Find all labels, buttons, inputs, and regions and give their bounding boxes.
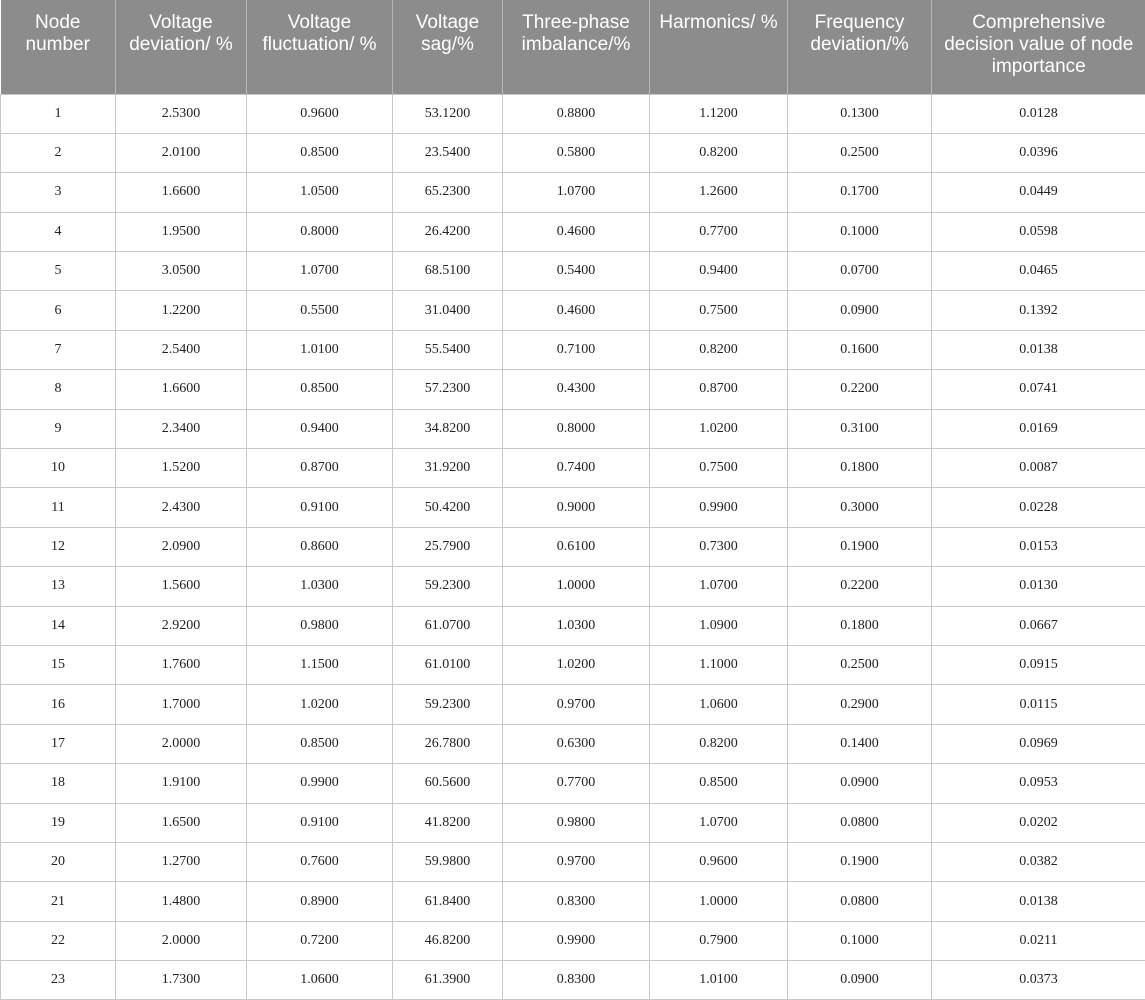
column-header: Voltage sag/% xyxy=(393,0,503,94)
table-cell: 0.0202 xyxy=(932,803,1145,842)
table-cell: 1.6600 xyxy=(116,173,247,212)
table-cell: 1.0000 xyxy=(503,567,650,606)
column-header: Voltage fluctuation/ % xyxy=(247,0,393,94)
table-cell: 0.9700 xyxy=(503,842,650,881)
table-cell: 11 xyxy=(1,488,116,527)
table-cell: 2.9200 xyxy=(116,606,247,645)
table-cell: 22 xyxy=(1,921,116,960)
table-cell: 7 xyxy=(1,330,116,369)
table-cell: 0.8500 xyxy=(247,133,393,172)
table-cell: 1.0600 xyxy=(650,685,788,724)
table-row xyxy=(1,724,1145,763)
table-row xyxy=(1,488,1145,527)
table-row xyxy=(1,764,1145,803)
table-cell: 2.0100 xyxy=(116,133,247,172)
table-cell: 0.0800 xyxy=(788,882,932,921)
table-cell: 0.0138 xyxy=(932,882,1145,921)
table-cell: 0.2500 xyxy=(788,133,932,172)
table-row xyxy=(1,370,1145,409)
table-cell: 61.3900 xyxy=(393,961,503,1000)
table-cell: 0.0465 xyxy=(932,252,1145,291)
table-cell: 0.0800 xyxy=(788,803,932,842)
table-cell: 0.5500 xyxy=(247,291,393,330)
table-row xyxy=(1,567,1145,606)
table-cell: 0.6100 xyxy=(503,527,650,566)
table-cell: 23.5400 xyxy=(393,133,503,172)
table-cell: 0.0130 xyxy=(932,567,1145,606)
table-cell: 2.0000 xyxy=(116,724,247,763)
table-cell: 0.0598 xyxy=(932,212,1145,251)
table-row xyxy=(1,645,1145,684)
column-header: Comprehensive decision value of node importance xyxy=(932,0,1145,94)
table-cell: 0.9100 xyxy=(247,803,393,842)
table-cell: 1.0100 xyxy=(650,961,788,1000)
table-cell: 0.8200 xyxy=(650,724,788,763)
table-cell: 1.4800 xyxy=(116,882,247,921)
table-cell: 1.7000 xyxy=(116,685,247,724)
table-cell: 0.0915 xyxy=(932,645,1145,684)
table-cell: 0.8700 xyxy=(650,370,788,409)
table-cell: 1.2600 xyxy=(650,173,788,212)
table-cell: 0.8200 xyxy=(650,133,788,172)
table-cell: 1.0200 xyxy=(503,645,650,684)
table-cell: 0.5400 xyxy=(503,252,650,291)
table-cell: 23 xyxy=(1,961,116,1000)
table-cell: 0.0087 xyxy=(932,449,1145,488)
table-cell: 0.0969 xyxy=(932,724,1145,763)
table-cell: 2.5400 xyxy=(116,330,247,369)
table-cell: 1.9100 xyxy=(116,764,247,803)
table-cell: 19 xyxy=(1,803,116,842)
table-cell: 1.0100 xyxy=(247,330,393,369)
table-cell: 0.9800 xyxy=(247,606,393,645)
table-cell: 20 xyxy=(1,842,116,881)
table-cell: 0.8200 xyxy=(650,330,788,369)
table-cell: 2.0000 xyxy=(116,921,247,960)
table-cell: 0.9600 xyxy=(650,842,788,881)
table-cell: 4 xyxy=(1,212,116,251)
table-cell: 59.2300 xyxy=(393,685,503,724)
table-cell: 1.6600 xyxy=(116,370,247,409)
table-cell: 0.0741 xyxy=(932,370,1145,409)
table-cell: 0.0900 xyxy=(788,961,932,1000)
column-header: Harmonics/ % xyxy=(650,0,788,94)
column-header: Three-phase imbalance/% xyxy=(503,0,650,94)
table-row xyxy=(1,212,1145,251)
table-cell: 0.9400 xyxy=(650,252,788,291)
table-cell: 0.8600 xyxy=(247,527,393,566)
table-cell: 1.1000 xyxy=(650,645,788,684)
table-cell: 0.2200 xyxy=(788,370,932,409)
table-cell: 0.1300 xyxy=(788,94,932,133)
table-cell: 34.8200 xyxy=(393,409,503,448)
table-cell: 0.7200 xyxy=(247,921,393,960)
table-cell: 0.2200 xyxy=(788,567,932,606)
table-cell: 61.0100 xyxy=(393,645,503,684)
table-cell: 60.5600 xyxy=(393,764,503,803)
table-cell: 10 xyxy=(1,449,116,488)
table-cell: 0.8000 xyxy=(503,409,650,448)
table-cell: 0.0128 xyxy=(932,94,1145,133)
table-row xyxy=(1,330,1145,369)
table-cell: 1.0700 xyxy=(247,252,393,291)
table-cell: 0.8300 xyxy=(503,961,650,1000)
table-cell: 12 xyxy=(1,527,116,566)
table-cell: 17 xyxy=(1,724,116,763)
table-cell: 0.1800 xyxy=(788,606,932,645)
table-cell: 0.0228 xyxy=(932,488,1145,527)
table-cell: 68.5100 xyxy=(393,252,503,291)
table-cell: 1.2700 xyxy=(116,842,247,881)
table-cell: 61.8400 xyxy=(393,882,503,921)
table-cell: 1.0600 xyxy=(247,961,393,1000)
table-cell: 15 xyxy=(1,645,116,684)
table-row xyxy=(1,291,1145,330)
table-cell: 2.4300 xyxy=(116,488,247,527)
table-cell: 59.2300 xyxy=(393,567,503,606)
table-cell: 0.2500 xyxy=(788,645,932,684)
table-cell: 14 xyxy=(1,606,116,645)
table-row xyxy=(1,842,1145,881)
table-cell: 1.1500 xyxy=(247,645,393,684)
table-cell: 0.7900 xyxy=(650,921,788,960)
table-row xyxy=(1,409,1145,448)
table-cell: 0.2900 xyxy=(788,685,932,724)
table-body xyxy=(1,94,1145,1000)
table-cell: 0.0373 xyxy=(932,961,1145,1000)
table-cell: 1.0700 xyxy=(650,567,788,606)
table-cell: 0.9600 xyxy=(247,94,393,133)
table-cell: 0.3000 xyxy=(788,488,932,527)
table-cell: 0.8000 xyxy=(247,212,393,251)
table-cell: 1.0500 xyxy=(247,173,393,212)
table-cell: 0.0138 xyxy=(932,330,1145,369)
table-cell: 0.0115 xyxy=(932,685,1145,724)
table-cell: 1.9500 xyxy=(116,212,247,251)
table-cell: 41.8200 xyxy=(393,803,503,842)
table-cell: 1.7600 xyxy=(116,645,247,684)
table-cell: 2 xyxy=(1,133,116,172)
table-cell: 0.0700 xyxy=(788,252,932,291)
table-row xyxy=(1,449,1145,488)
table-cell: 0.1600 xyxy=(788,330,932,369)
table-cell: 21 xyxy=(1,882,116,921)
table-cell: 0.0667 xyxy=(932,606,1145,645)
table-cell: 0.8900 xyxy=(247,882,393,921)
table-row xyxy=(1,803,1145,842)
table-row xyxy=(1,606,1145,645)
table-cell: 2.3400 xyxy=(116,409,247,448)
table-cell: 9 xyxy=(1,409,116,448)
table-cell: 46.8200 xyxy=(393,921,503,960)
table-cell: 1.0700 xyxy=(650,803,788,842)
table-cell: 53.1200 xyxy=(393,94,503,133)
table-cell: 0.0953 xyxy=(932,764,1145,803)
table-cell: 0.9900 xyxy=(503,921,650,960)
table-cell: 0.7500 xyxy=(650,291,788,330)
table-cell: 3 xyxy=(1,173,116,212)
table-cell: 57.2300 xyxy=(393,370,503,409)
table-cell: 1.0200 xyxy=(650,409,788,448)
table-cell: 25.7900 xyxy=(393,527,503,566)
table-cell: 0.1700 xyxy=(788,173,932,212)
table-cell: 0.0449 xyxy=(932,173,1145,212)
table-cell: 13 xyxy=(1,567,116,606)
table-cell: 18 xyxy=(1,764,116,803)
table-cell: 0.8500 xyxy=(247,370,393,409)
table-cell: 2.5300 xyxy=(116,94,247,133)
table-cell: 0.0396 xyxy=(932,133,1145,172)
table-cell: 0.0382 xyxy=(932,842,1145,881)
table-cell: 0.8500 xyxy=(247,724,393,763)
table-row xyxy=(1,252,1145,291)
table-cell: 1.7300 xyxy=(116,961,247,1000)
table-cell: 5 xyxy=(1,252,116,291)
table-cell: 8 xyxy=(1,370,116,409)
table-row xyxy=(1,527,1145,566)
column-header: Frequency deviation/% xyxy=(788,0,932,94)
table-cell: 3.0500 xyxy=(116,252,247,291)
table-cell: 0.7700 xyxy=(503,764,650,803)
table-cell: 0.0169 xyxy=(932,409,1145,448)
table-cell: 0.9900 xyxy=(247,764,393,803)
table-cell: 1.0000 xyxy=(650,882,788,921)
table-cell: 31.9200 xyxy=(393,449,503,488)
table-cell: 1.0300 xyxy=(503,606,650,645)
table-cell: 0.1000 xyxy=(788,212,932,251)
table-cell: 6 xyxy=(1,291,116,330)
table-row xyxy=(1,685,1145,724)
table-row xyxy=(1,173,1145,212)
table-cell: 0.9100 xyxy=(247,488,393,527)
table-cell: 1.0300 xyxy=(247,567,393,606)
table-cell: 0.7500 xyxy=(650,449,788,488)
table-cell: 1.0700 xyxy=(503,173,650,212)
table-cell: 55.5400 xyxy=(393,330,503,369)
table-cell: 0.7600 xyxy=(247,842,393,881)
table-cell: 1.5600 xyxy=(116,567,247,606)
table-cell: 0.7700 xyxy=(650,212,788,251)
table-cell: 0.9800 xyxy=(503,803,650,842)
table-cell: 0.0900 xyxy=(788,291,932,330)
table-header-row xyxy=(1,0,1145,94)
table-row xyxy=(1,961,1145,1000)
table-cell: 1.0200 xyxy=(247,685,393,724)
table-cell: 0.7300 xyxy=(650,527,788,566)
table-cell: 0.4600 xyxy=(503,291,650,330)
table-cell: 0.9900 xyxy=(650,488,788,527)
table-cell: 0.4300 xyxy=(503,370,650,409)
table-cell: 0.8300 xyxy=(503,882,650,921)
column-header: Voltage deviation/ % xyxy=(116,0,247,94)
table-cell: 1.6500 xyxy=(116,803,247,842)
table-cell: 0.0900 xyxy=(788,764,932,803)
table-cell: 1.2200 xyxy=(116,291,247,330)
table-cell: 0.0153 xyxy=(932,527,1145,566)
table-cell: 0.9400 xyxy=(247,409,393,448)
table-cell: 0.1900 xyxy=(788,842,932,881)
table-cell: 0.5800 xyxy=(503,133,650,172)
table-cell: 0.7400 xyxy=(503,449,650,488)
table-cell: 31.0400 xyxy=(393,291,503,330)
table-cell: 26.7800 xyxy=(393,724,503,763)
table-cell: 16 xyxy=(1,685,116,724)
table-cell: 0.7100 xyxy=(503,330,650,369)
table-cell: 1.5200 xyxy=(116,449,247,488)
table-cell: 26.4200 xyxy=(393,212,503,251)
table-cell: 0.1000 xyxy=(788,921,932,960)
table-cell: 0.1400 xyxy=(788,724,932,763)
table-cell: 59.9800 xyxy=(393,842,503,881)
table-row xyxy=(1,94,1145,133)
table-cell: 0.1392 xyxy=(932,291,1145,330)
table-cell: 61.0700 xyxy=(393,606,503,645)
table-row xyxy=(1,882,1145,921)
table-cell: 0.1900 xyxy=(788,527,932,566)
table-row xyxy=(1,921,1145,960)
table-cell: 1 xyxy=(1,94,116,133)
table-cell: 65.2300 xyxy=(393,173,503,212)
table-cell: 1.1200 xyxy=(650,94,788,133)
table-cell: 0.8700 xyxy=(247,449,393,488)
table-row xyxy=(1,133,1145,172)
table-cell: 50.4200 xyxy=(393,488,503,527)
table-cell: 2.0900 xyxy=(116,527,247,566)
table-cell: 0.9000 xyxy=(503,488,650,527)
table-cell: 0.9700 xyxy=(503,685,650,724)
table-cell: 0.4600 xyxy=(503,212,650,251)
table-cell: 1.0900 xyxy=(650,606,788,645)
column-header: Node number xyxy=(1,0,116,94)
table-cell: 0.3100 xyxy=(788,409,932,448)
table-cell: 0.1800 xyxy=(788,449,932,488)
table-cell: 0.8500 xyxy=(650,764,788,803)
table-cell: 0.8800 xyxy=(503,94,650,133)
table-cell: 0.0211 xyxy=(932,921,1145,960)
table-cell: 0.6300 xyxy=(503,724,650,763)
